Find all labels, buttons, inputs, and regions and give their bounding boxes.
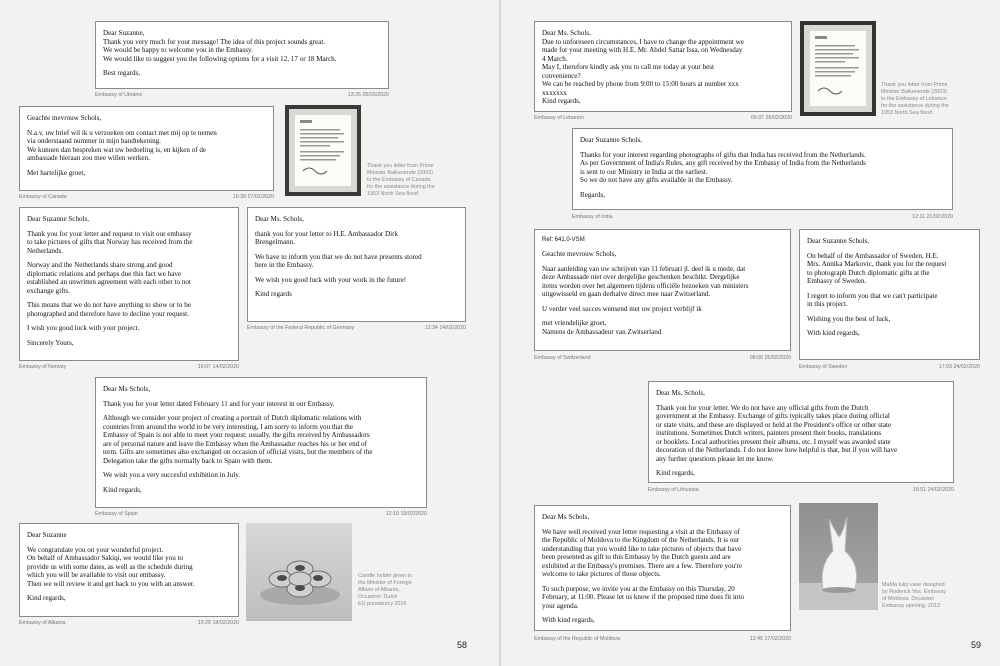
timestamp: 09:37 26/02/2020 [750,115,792,121]
photo-caption: Thank you letter from Prime Minister Balkenende (2003) to the Embassy of Canada for the assistance during the 1953 North Sea flood [367,163,435,198]
sender-label: Embassy of Ukraine [95,92,143,98]
timestamp: 12:45 17/02/2020 [749,636,791,642]
letter-india [572,128,953,210]
letter-paragraph: This means that we do not have anything to show or to be photographed and therefore have to decline your request. [27,301,191,318]
letter-paragraph: Met hartelijke groet, [27,168,86,177]
letter-paragraph: Dear Ms Schols, [542,513,590,521]
letter-paragraph: Dear Ms Schols, [103,385,151,393]
sender-label: Embassy of Albania [19,620,66,626]
left-page [0,0,499,666]
letter-paragraph: I regret to inform you that we can't participate in this project. [807,291,938,308]
letter-paragraph: We have well received your letter requesting a visit at the Embassy of the Republic of Moldova to the Kingdom of the Netherlands. It is our understanding that you would like to take pictures of objects that have been presented as gift to this Embassy by the Dutch guests and are exhibited at the Embassy's premises. There are a few. Therefore you're welcome to take pictures of those objects. [542,527,742,578]
right-page [501,0,1000,666]
letter-paragraph: Best regards, [103,69,141,77]
letter-meta [572,214,953,220]
letter-meta [95,92,389,98]
letter-ukraine [95,21,389,89]
letter-meta [19,620,239,626]
letter-switzerland [534,229,791,351]
sender-label: Embassy of the Federal Republic of Germany [247,325,355,331]
letter-paragraph: I wish you good luck with your project. [27,324,140,332]
timestamp: 16:39 27/02/2020 [232,194,274,200]
sender-label: Embassy of Canada [19,194,67,200]
timestamp: 12:10 19/02/2020 [385,511,427,517]
letter-paragraph: thank you for your letter to H.E. Ambassador Dirk Brengelmann. [255,229,399,246]
tulip-vase-image [799,503,878,610]
letter-meta [534,355,791,361]
sender-label: Embassy of Norway [19,364,67,370]
framed-letter-icon [285,105,361,196]
sender-label: Embassy of India [572,214,613,220]
letter-paragraph: Dear Ms. Schols, Due to unforeseen circumstances, I have to change the appointment we made for your meeting with H.E. Mr. Abdel Sattar Issa, on Wednesday 4 March. May I, therefore kindly ask you to call me today at your best convenience? We can be reached by phone from 9:00 to 15:00 hours at number xxx xxxxxxx Kind regards, [542,29,744,105]
letter-paragraph: Kind regards, [27,594,66,602]
photo-caption: MaMa tulip vase designed by Roderick Vos. Embassy of Moldova. Occasion Embassy opening, 2013 [882,582,947,610]
letter-paragraph: With kind regards, [542,616,595,624]
framed-letter-image [285,105,361,196]
letter-paragraph: Dear Suzanne [27,531,67,539]
letter-meta [19,194,274,200]
letter-paragraph: Thank you for your letter. We do not have any official gifts from the Dutch government at the Embassy. Exchange of gifts typically takes place during official or state visits, and these are displayed or held at the President's office or other state institutions. Sometimes Dutch writers, painters present their books, translations or booklets. Local authorities present their albums, etc. I myself was awarded state decoration of the Netherlands. I do not know how helpful is that, but if you will have any further questions please let me know. [656,403,898,463]
letter-sweden [799,229,980,360]
letter-meta [95,511,427,517]
letter-germany [247,207,466,322]
sender-label: Embassy of Lithuania [648,487,699,493]
letter-meta [799,364,980,370]
letter-paragraph: Geachte mevrouw Schols, [542,250,617,259]
letter-albania [19,523,239,617]
letter-paragraph: U verder veel succes wensend met uw project verblijf ik [542,304,702,313]
sender-label: Embassy of Switzerland [534,355,591,361]
timestamp: 12:11 21/02/2020 [912,214,953,220]
letter-paragraph: Although we consider your project of creating a portrait of Dutch diplomatic relations with countries from around the world to be very interesting, I am sorry to inform you that the Embassy of Spain is not able to meet your request: usually, the gifts received by Ambassadors are of personal nature and leave the Embassy when the Ambassador reaches his or her end of term. Gifts are sometimes also exchanged on occasion of official visits, but the members of the Delegation take the gifts normally back to Spain with them. [103,414,373,465]
timestamp: 08:00 25/02/2020 [749,355,791,361]
letter-paragraph: Dear Suzanne Schols, [27,215,90,223]
letter-paragraph: Wishing you the best of luck, [807,314,891,323]
letter-paragraph: Regards, [580,190,606,199]
letter-paragraph: Dear Ms. Schols, [255,215,304,223]
letter-paragraph: Kind regards, [103,485,142,494]
framed-letter-image [800,21,876,116]
tulip-vase-icon [799,503,878,610]
letter-paragraph: met vriendelijke groet, Namens de Ambassadeur van Zwitserland [542,319,662,336]
letter-lithuania [648,381,954,483]
framed-letter-icon [800,21,876,116]
letter-paragraph: We have to inform you that we do not have presents stored here in the Embassy. [255,252,422,269]
letter-meta [534,636,791,642]
letter-meta [534,115,792,121]
letter-paragraph: We wish you good luck with your work in the future! [255,275,407,284]
timestamp: 15:28 18/02/2020 [197,620,239,626]
letter-lebanon [534,21,792,112]
letter-paragraph: Dear Ms. Schols, [656,389,705,397]
letter-paragraph: To such purpose, we invite you at the Embassy on this Thursday, 20 February, at 11:00. Please let us know if the proposed time does fit into your agenda. [542,584,745,610]
letter-paragraph: Dear Suzanne Schols, [580,136,643,144]
sender-label: Embassy of Spain [95,511,138,517]
timestamp: 16:07 14/02/2020 [197,364,239,370]
reference-number: Ref: 641.0-VSM [542,237,585,243]
letter-meta [648,487,954,493]
letter-norway [19,207,239,361]
letter-paragraph: Dear Suzanne Schols, [807,237,870,245]
letter-paragraph: Kind regards [255,290,292,298]
letter-moldova [534,505,791,631]
photo-caption: Thank you letter from Prime Minister Balkenende (2003) to the Embassy of Lebanon for the assistance during the 1953 North Sea flood [881,82,949,117]
timestamp: 12:34 14/02/2020 [424,325,466,331]
letter-paragraph: Thank you for your letter dated February 11 and for your interest in our Embassy. [103,399,335,408]
candle-holder-icon [246,523,352,621]
letter-spain [95,377,427,508]
page-number: 59 [971,640,982,650]
timestamp: 13:25 05/03/2020 [347,92,389,98]
sender-label: Embassy of the Republic of Moldova [534,636,620,642]
letter-paragraph: We wish you a very succesful exhibition in July. [103,471,241,479]
photo-caption: Candle holder given to the Minister of Foreign Affairs of Albania. Occasion: Dutch EU presidency 2016 [358,573,412,608]
sender-label: Embassy of Sweden [799,364,848,370]
timestamp: 16:51 24/02/2020 [912,487,954,493]
letter-paragraph: Thank you for your letter and request to visit our embassy to take pictures of gifts that Norway has received from the Netherlands. [27,229,193,255]
sender-label: Embassy of Lebanon [534,115,584,121]
letter-paragraph: Sincerely Yours, [27,338,74,347]
candle-holder-image [246,523,352,621]
letter-paragraph: Thanks for your interest regarding photographs of gifts that India has received from the Netherlands. As per Government of India's Rules, any gift received by the Embassy of India from the Netherlands is sent to our Ministry in India at the earliest. So we do not have any gifts available in the Embassy. [580,150,866,184]
letter-paragraph: We congratulate you on your wonderful project. On behalf of Ambassador Sakiqi, we would like you to provide us with some dates, as well as the schedule during which you will be available to visit our embassy. Then we will review it and get back to you with an answer. [27,545,195,588]
letter-paragraph: Dear Suzanne, Thank you very much for your message! The idea of this project sounds great. We would be happy to welcome you in the Embassy. We would like to suggest you the following options for a visit 12, 17 or 18 March. [103,29,337,63]
page-number: 58 [457,640,468,650]
timestamp: 17:03 24/02/2020 [938,364,980,370]
letter-meta [247,325,466,331]
letter-paragraph: Geachte mevrouw Schols, [27,114,102,122]
letter-canada [19,106,274,191]
letter-paragraph: On behalf of the Ambassador of Sweden, H.E. Mrs. Annika Markovic, thank you for the request to photograph Dutch diplomatic gifts at the Embassy of Sweden. [807,251,947,285]
letter-paragraph: With kind regards, [807,329,860,337]
letter-paragraph: Kind regards, [656,469,695,477]
letter-paragraph: Norway and the Netherlands share strong and good diplomatic relations and perhaps due this fact we have established an unwritten agreement with each other to not exchange gifts. [27,261,191,295]
letter-paragraph: N.a.v. uw brief wil ik u verzoeken om contact met mij op te nemen via onderstaand nummer in mijn handtekening. We kunnen dan bespreken wat uw bedoeling is, en kijken of de ambassade hieraan zou mee willen werken. [27,128,217,162]
letter-paragraph: Naar aanleiding van uw schrijven van 11 februari jl. deel ik u mede, dat deze Ambassade niet over dergelijke geschenken beschikt. Dergelijke items worden over het algemeen tijdens officiële bezoeken van ministers uitgewisseld en gaan derhalve direct mee naar Zwitserland. [542,264,749,299]
letter-meta [19,364,239,370]
